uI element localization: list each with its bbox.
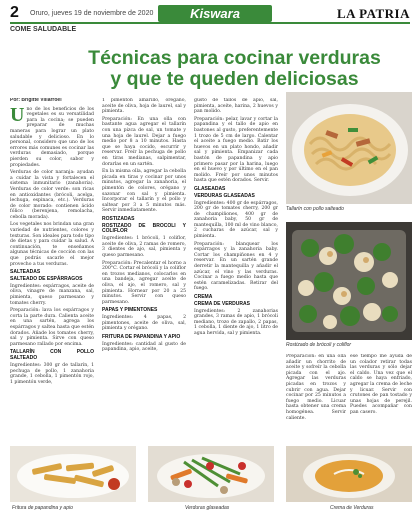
paragraph: Preparación: pelar, lavar y cortar la papandina y el tallo de apio en bastones al gusto, preferentemente 1 trozo de 5 cm de largo. Calentar el aceite a fuego medio. Batir los huevos en un plato hondo, añadir sal y pimienta. Empanizar cada bastón de papandina y apio primero pasar por la harina, luego en el huevo y por último en el pan molido. Freír por unos minutos hasta que estén dorados. Servir. <box>194 116 278 184</box>
recipe-title: FRITURA DE PAPANDINA Y APIO <box>102 333 181 340</box>
recipe-title: SALTEADO DE ESPÁRRAGOS <box>10 276 83 283</box>
section-label: COME SALUDABLE <box>10 26 77 33</box>
photo-caption: Tallarín con pollo salteado <box>286 206 344 212</box>
paragraph: Ingredientes: 2 zanahorias grandes, 3 ramas de apio, 1 brócoli mediano, trozo de zapallo, 2 papas, 1 cebolla, 1 diente de ajo, 1 litro de agua hervida, sal y pimienta. <box>194 308 278 336</box>
paragraph: Uno de los beneficios de los vegetales es su versatilidad para la cocina; se pueden preparar de muchas maneras para lograr un plato saludable y delicioso. En lo personal, considero que uno de los errores más comunes es cocinar las verduras demasiado, porque pierden su color, sabor y propiedades. <box>10 103 94 168</box>
byline: Por: Brigitte Villarroel <box>10 98 62 103</box>
paragraph: Ingredientes: 4 papas, 2 pimentones, aceite de oliva, sal, pimienta y orégano. <box>102 315 186 332</box>
paragraph: En la misma olla, agregar la cebolla picada en tiras y cocinar por unos minutos, agregar la zanahoria, el pimentón de colores, orégano y sazonar con sal y pimienta. Incorporar el tallarín y el pollo y saltear por 3 a 5 minutos más. Servir inmediatamente. <box>102 169 186 214</box>
paragraph: Preparación: En una olla con bastante agua agregar el tallarín con una pizca de sal, un tomate y una hoja de laurel. Dejar a fuego medio por 8 a 10 minutos. Hasta que se haya cocido, escurrir y reservar. Freír la pechuga de pollo en tiras medianas, salpimentar, dorarlas en un sartén. <box>102 116 186 167</box>
headline <box>62 48 407 90</box>
paragraph: Preparación: lava los espárragos y corta la parte dura. Calienta aceite en una sartén, agrega los espárragos y saltea hasta que estén dorados. Añade los tomates cherry, sal y pimienta. Sirve con queso parmesano rallado por encima. <box>10 308 94 347</box>
dateline: Oruro, jueves 19 de noviembre de 2020 <box>30 10 154 17</box>
paragraph: 1 pimentón amarillo, orégano, aceite de oliva, hoja de laurel, sal y pimienta. <box>102 98 186 115</box>
recipe-title: VERDURAS GLASEADAS <box>194 192 255 199</box>
photo-caption: Crema de Verduras <box>330 505 374 511</box>
photo-tallarin <box>286 92 412 204</box>
subheading: ROSTIZADAS <box>102 215 135 222</box>
recipe-title: CREMA DE VERDURAS <box>194 300 250 307</box>
paragraph: ese tiempo me ayuda de un colador retirar todas las verduras y sólo dejar el caldo. Una vez que el caldo se haya enfriado, agregar la crema de leche y licuar. Servir con crutones de pan tostado y unas hojas de perejil. Puedes acompañar con pan casero. <box>350 354 412 415</box>
recipe-title: TALLARÍN CON POLLO SALTEADO <box>10 349 94 362</box>
photo-glaseadas <box>148 446 274 502</box>
paragraph: gusto de tallos de apio, sal, pimienta, aceite, harina, 2 huevos y pan molido. <box>194 98 278 115</box>
article-column-1 <box>10 98 94 476</box>
paragraph: Preparación: Precalentar el horno a 200°C. Cortar el brócoli y la coliflor en trozos medianos, colocarlos en una bandeja, agregar aceite de oliva, el ajo, el romero, sal y pimienta. Hornear por 20 a 25 minutos. Servir con queso parmesano. <box>102 260 186 305</box>
recipe-title: PAPAS Y PIMENTONES <box>102 307 158 314</box>
supplement-logo: Kiswara <box>158 5 272 22</box>
paragraph: Ingredientes: 1 brócoli, 1 coliflor, aceite de oliva, 2 ramas de romero, 3 dientes de ajo, sal, pimienta y queso parmesano. <box>102 236 186 259</box>
headline-line-2: y que te queden deliciosas <box>110 68 359 90</box>
subheading: CREMA <box>194 294 213 300</box>
paragraph: Los vegetales nos brindan una gran variedad de nutrientes, colores y texturas. Son ideales para todo tipo de dietas y para cuidar la salud. A continuación, te enseñamos algunas técnicas de cocción con las que podrás sacarle el mejor provecho a tus verduras. <box>10 222 94 267</box>
photo-rostizado <box>286 222 412 340</box>
paragraph: Verduras de color naranja: ayudan a cuidar la vista y fortalecen el sistema inmunitario (zanahoria). Verduras de color verde: son ricas en antioxidantes (brócoli, acelga, lechuga, espinaca, etc.). Verduras de color morado: contienen ácido fólico (berenjena, remolacha, cebolla morada). <box>10 170 94 220</box>
recipe-title: ROSTIZADO DE BROCOLI Y COLIFLOR <box>102 222 186 235</box>
photo-fritura <box>10 446 136 502</box>
subheading: SALTEADAS <box>10 269 41 276</box>
subheading: GLASEADAS <box>194 185 226 192</box>
article-column-2 <box>102 98 186 476</box>
photo-caption: Rostizado de brócoli y coliflor <box>286 342 352 348</box>
paragraph: Ingredientes: espárragos, aceite de oliva, vinagre de manzana, sal, pimienta, queso parmesano y tomates cherry. <box>10 283 94 306</box>
article-column-3 <box>194 98 278 476</box>
paragraph: Ingredientes: cantidad al gusto de papandina, apio, aceite, <box>102 341 186 353</box>
newspaper-name: LA PATRIA <box>337 6 410 21</box>
paragraph: Preparación: en una olla añadir un chorrito de aceite y sofreír la cebolla picada con el ajo. Agregar las verduras picadas en trozos y cubrir con agua. Dejar cocinar por 25 minutos a fuego medio. Licuar hasta obtener una crema homogénea. Servir caliente. <box>286 354 346 421</box>
drop-cap: U <box>10 103 25 126</box>
photo-caption: Fritura de papandina y apio <box>12 505 73 511</box>
paragraph: Ingredientes: 300 gr de tallarín, 1 pechuga de pollo, 1 zanahoria grande, 1 cebolla, 1 pimentón rojo, 1 pimentón verde, <box>10 362 94 385</box>
headline-line-1: Técnicas para cocinar verduras <box>88 47 381 69</box>
photo-crema <box>286 446 412 502</box>
paragraph: Ingredientes: 400 gr de espárragos, 200 gr de tomates cherry, 200 gr de champiñones, 400 gr de zanahoria baby, 50 gr de mantequilla, 100 ml de vino blanco, 2 cucharas de azúcar, sal y pimienta. <box>194 200 278 240</box>
header-rule <box>10 22 410 24</box>
page-number: 2 <box>10 4 19 21</box>
paragraph: Preparación: blanquear los espárragos y la zanahoria baby. Cortar los champiñones en 4 y reservar. En un sartén grande derretir la mantequilla y añadir el azúcar, el vino y las verduras. Cocinar a fuego medio hasta que estén caramelizadas. Retirar del fuego. <box>194 241 278 292</box>
photo-caption: Verduras glaseadas <box>185 505 230 511</box>
